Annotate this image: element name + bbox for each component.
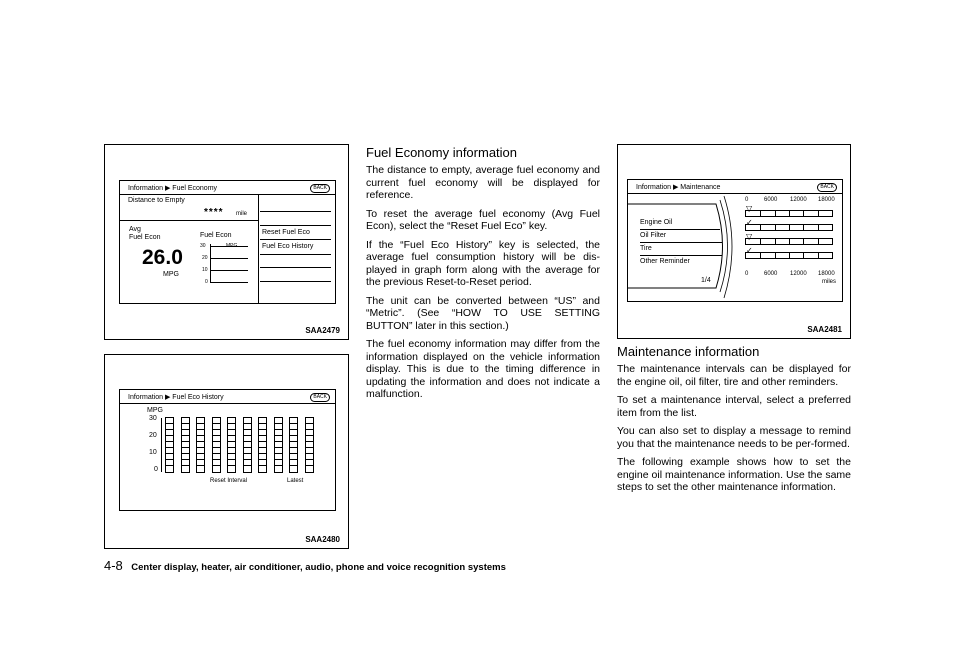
maintenance-column — [617, 344, 851, 500]
figure-code: SAA2480 — [305, 535, 340, 544]
history-bar — [289, 417, 298, 473]
bar-tick — [803, 211, 804, 216]
scale-unit: miles — [822, 279, 837, 285]
bar-tick — [775, 225, 776, 230]
back-button[interactable]: BACK — [310, 393, 330, 402]
right-panel-divider — [258, 194, 259, 303]
interval-marker[interactable]: ✓ — [746, 246, 753, 255]
maint-paragraph-3: You can also set to display a message to remind you that the maintenance needs to be per-formed. — [617, 425, 851, 450]
history-bar — [196, 417, 205, 473]
bar-tick — [760, 239, 761, 244]
reset-interval-label: Reset Interval — [210, 478, 248, 484]
menu-blank-row — [260, 211, 331, 226]
bar-tick — [803, 253, 804, 258]
scale-top-0: 0 — [745, 197, 749, 203]
history-bar — [274, 417, 283, 473]
gauge-line-0 — [210, 282, 248, 283]
fuel-economy-heading: Fuel Economy information — [366, 145, 518, 160]
history-unit: MPG — [147, 407, 163, 414]
gauge-tick-10: 10 — [202, 267, 208, 273]
scale-bottom-6000: 6000 — [764, 271, 778, 277]
scale-bottom-12000: 12000 — [790, 271, 807, 277]
scale-top-6000: 6000 — [764, 197, 778, 203]
screen-title: Information ▶ Fuel Eco History — [128, 394, 224, 401]
figure-fuel-eco-history — [104, 354, 349, 549]
bar-tick — [818, 239, 819, 244]
fuel-paragraph-3: If the “Fuel Eco History” key is selected, the average fuel consumption history will be dis-played in graph form along with the average for the previous Reset-to-Reset period. — [366, 238, 600, 288]
history-bar — [243, 417, 252, 473]
screen-title: Information ▶ Maintenance — [636, 184, 721, 191]
page-indicator: 1/4 — [701, 277, 711, 284]
avg-fuel-econ-value: 26.0 — [142, 246, 183, 269]
item-tire[interactable]: Tire — [640, 243, 722, 256]
reset-fuel-eco-button[interactable]: Reset Fuel Eco — [260, 225, 331, 240]
gauge-tick-20: 20 — [202, 255, 208, 261]
item-other-reminder[interactable]: Other Reminder — [640, 258, 690, 265]
scale-top-18000: 18000 — [818, 197, 835, 203]
fuel-paragraph-4: The unit can be converted between “US” and “Metric”. (See “HOW TO USE SETTING BUTTON” later in this section.) — [366, 294, 600, 332]
bar-tick — [803, 239, 804, 244]
bar-tick — [789, 253, 790, 258]
fuel-paragraph-1: The distance to empty, average fuel economy and current fuel economy will be displayed for reference. — [366, 164, 600, 201]
history-axis — [161, 418, 162, 472]
screen-title: Information ▶ Fuel Economy — [128, 185, 218, 192]
gauge-unit: MPG — [226, 243, 238, 249]
fuel-eco-history-button[interactable]: Fuel Eco History — [260, 239, 331, 255]
interval-marker[interactable]: ▽ — [746, 204, 753, 213]
figure-code: SAA2479 — [305, 326, 340, 335]
history-tick-10: 10 — [149, 449, 157, 456]
bar-tick — [760, 211, 761, 216]
bar-tick — [775, 211, 776, 216]
maintenance-interval-bar — [745, 252, 833, 259]
maintenance-interval-bar — [745, 210, 833, 217]
fuel-eco-history-screen — [119, 389, 336, 511]
history-bar — [165, 417, 174, 473]
gauge-tick-30: 30 — [200, 243, 206, 249]
maintenance-heading: Maintenance information — [617, 344, 760, 359]
bar-tick — [818, 253, 819, 258]
history-bar — [305, 417, 314, 473]
gauge-title: Fuel Econ — [200, 232, 232, 239]
scale-bottom-0: 0 — [745, 271, 749, 277]
history-tick-30: 30 — [149, 415, 157, 422]
interval-marker[interactable]: ▽ — [746, 232, 753, 241]
footer — [104, 557, 506, 575]
maintenance-interval-bar — [745, 238, 833, 245]
gauge-line-30 — [210, 246, 248, 247]
menu-blank-row-2 — [260, 267, 331, 268]
title-divider — [120, 194, 335, 195]
maint-paragraph-2: To set a maintenance interval, select a preferred item from the list. — [617, 394, 851, 419]
avg-label-line2: Fuel Econ — [129, 234, 161, 241]
maintenance-screen — [627, 179, 843, 302]
gauge-tick-0: 0 — [205, 279, 208, 285]
interval-marker[interactable]: ✓ — [746, 218, 753, 227]
maintenance-interval-bar — [745, 224, 833, 231]
bar-tick — [775, 253, 776, 258]
bar-tick — [789, 225, 790, 230]
bar-tick — [789, 211, 790, 216]
item-oil-filter[interactable]: Oil Filter — [640, 230, 722, 243]
scale-top-12000: 12000 — [790, 197, 807, 203]
figure-code: SAA2481 — [807, 325, 842, 334]
history-bar — [212, 417, 221, 473]
distance-divider — [120, 220, 258, 221]
section-title: Center display, heater, air conditioner, audio, phone and voice recognition systems — [131, 562, 506, 573]
bar-tick — [818, 211, 819, 216]
bar-tick — [789, 239, 790, 244]
figure-maintenance — [617, 144, 851, 339]
bar-tick — [760, 225, 761, 230]
history-bar — [227, 417, 236, 473]
gauge-axis — [210, 244, 211, 283]
page-number: 4-8 — [104, 558, 123, 573]
history-tick-0: 0 — [154, 466, 158, 473]
fuel-paragraph-5: The fuel economy information may differ from the information displayed on the vehicle information display. This is due to the timing difference in updating the information and does not indicate a malfunction. — [366, 338, 600, 400]
avg-label-line1: Avg — [129, 226, 141, 233]
menu-blank-row-3 — [260, 281, 331, 282]
bar-tick — [803, 225, 804, 230]
gauge-line-10 — [210, 270, 248, 271]
fuel-paragraph-2: To reset the average fuel economy (Avg Fuel Econ), select the “Reset Fuel Eco” key. — [366, 207, 600, 232]
latest-label: Latest — [287, 478, 304, 484]
bar-tick — [760, 253, 761, 258]
back-button[interactable]: BACK — [310, 184, 330, 193]
bar-tick — [818, 225, 819, 230]
item-engine-oil[interactable]: Engine Oil — [640, 217, 720, 230]
figure-fuel-economy — [104, 144, 349, 340]
history-bar — [181, 417, 190, 473]
bar-tick — [775, 239, 776, 244]
fuel-economy-screen — [119, 180, 336, 304]
history-bar — [258, 417, 267, 473]
title-divider — [120, 403, 335, 404]
distance-unit: mile — [236, 211, 248, 217]
back-button[interactable]: BACK — [817, 183, 837, 192]
fuel-economy-column — [366, 145, 600, 407]
distance-label: Distance to Empty — [128, 197, 185, 204]
maint-paragraph-4: The following example shows how to set the engine oil maintenance information. Use the same steps to set the other maintenance information. — [617, 456, 851, 493]
distance-value: **** — [204, 207, 224, 218]
scale-bottom-18000: 18000 — [818, 271, 835, 277]
history-tick-20: 20 — [149, 432, 157, 439]
gauge-line-20 — [210, 258, 248, 259]
maint-paragraph-1: The maintenance intervals can be displayed for the engine oil, oil filter, tire and other reminders. — [617, 363, 851, 388]
avg-fuel-econ-unit: MPG — [163, 271, 179, 278]
